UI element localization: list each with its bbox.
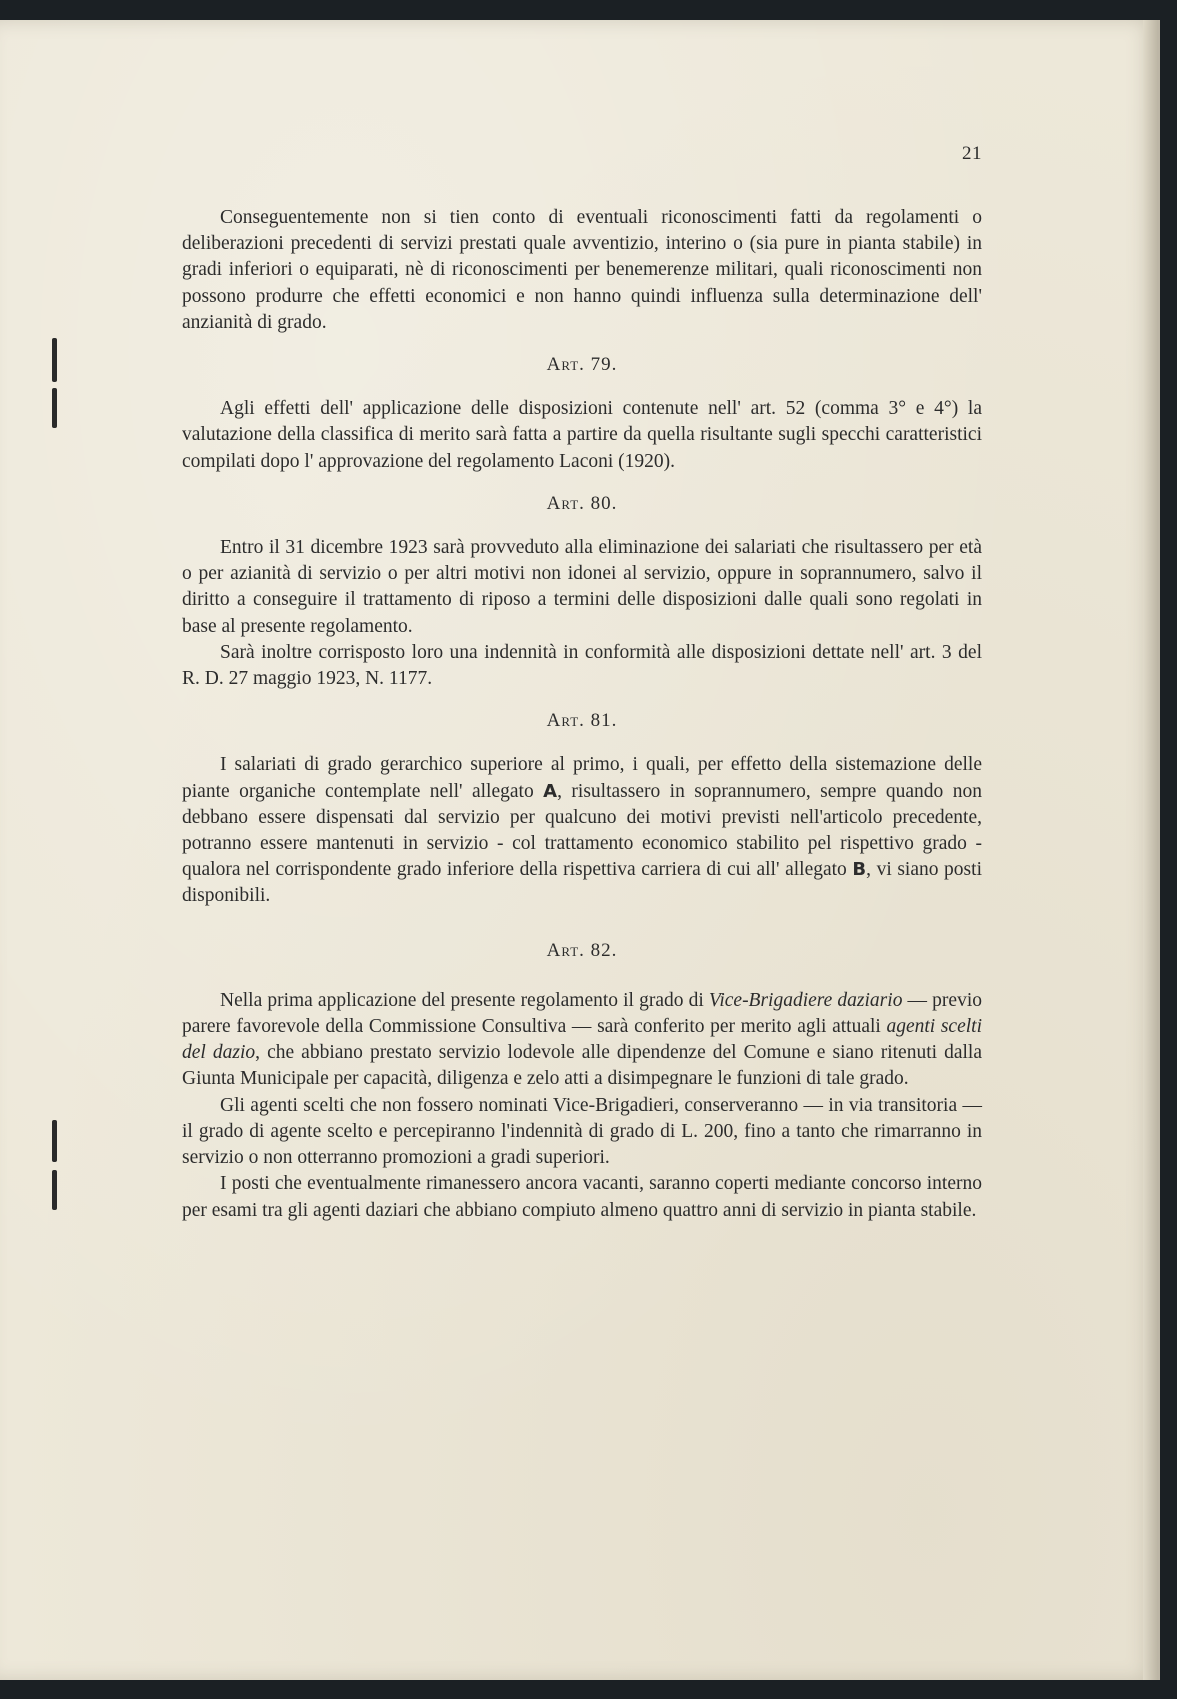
allegato-a-label: A: [543, 780, 558, 802]
vice-brigadiere-term: Vice-Brigadiere daziario: [708, 989, 903, 1011]
article-82-text-part-1: Nella prima applicazione del presente regolamento il grado di: [220, 989, 709, 1011]
page-edge: [1143, 20, 1157, 1680]
article-80-paragraph-2: Sarà inoltre corrisposto loro una indennità in conformità alle disposizioni dettate nell' art. 3 del R. D. 27 maggio 1923, N. 1177.: [182, 641, 982, 690]
binding-mark: [52, 1170, 57, 1210]
agenti-scelti-term: agenti scelti del dazio: [182, 1016, 982, 1064]
binding-mark: [52, 388, 57, 428]
article-82-heading: Art. 82.: [546, 939, 618, 961]
article-80-heading: Art. 80.: [546, 492, 618, 514]
binding-mark: [52, 1120, 57, 1162]
article-82-paragraph-1: [182, 988, 982, 1093]
page-number: 21: [962, 143, 982, 164]
article-82-paragraph-3: I posti che eventualmente rimanessero ancora vacanti, saranno coperti mediante concorso interno per esami tra gli agenti daziari che abbiano compiuto almeno quattro anni di servizio in pianta stabile.: [182, 1173, 982, 1221]
article-82-text-part-2: — previo parere favorevole della Commissione Consultiva — sarà conferito per merito agli attuali: [182, 989, 982, 1038]
article-81-text-part-3: , vi siano posti disponibili.: [182, 859, 982, 907]
document-body: [182, 205, 982, 1224]
article-82-text-part-3: , che abbiano prestato servizio lodevole alle dipendenze del Comune e siano ritenuti dalla Giunta Municipale per capacità, diligenza e zelo atti a disimpegnare le funzioni di tale grado.: [182, 1042, 982, 1090]
allegato-b-label: B: [852, 859, 867, 881]
article-80-paragraph-1: Entro il 31 dicembre 1923 sarà provveduto alla eliminazione dei salariati che risultassero per età o per azianità di servizio o per altri motivi non idonei al servizio, oppure in soprannumero, salvo il diritto a conseguire il trattamento di riposo a termini delle disposizioni dalle quali sono regolati in base al presente regolamento.: [182, 537, 982, 637]
article-79-paragraph: Agli effetti dell' applicazione delle disposizioni contenute nell' art. 52 (comma 3° e 4°) la valutazione della classifica di merito sarà fatta a partire da quella risultante sugli specchi caratteristici compilati dopo l' approvazione del regolamento Laconi (1920).: [182, 398, 982, 472]
binding-mark: [52, 338, 57, 382]
intro-paragraph: Conseguentemente non si tien conto di eventuali riconoscimenti fatti da regolamenti o deliberazioni precedenti di servizi prestati quale avventizio, interino o (sia pure in pianta stabile) in gradi inferiori o equiparati, nè di riconoscimenti per benemerenze militari, quali riconoscimenti non possono produrre che effetti economici e non hanno quindi influenza sulla determinazione dell' anzianità di grado.: [182, 207, 982, 333]
article-81-text-part-1: I salariati di grado gerarchico superiore al primo, i quali, per effetto della sistemazione delle piante organiche contemplate nell' allegato: [182, 754, 982, 802]
article-81-heading: Art. 81.: [546, 710, 618, 732]
article-82-paragraph-2: Gli agenti scelti che non fossero nominati Vice-Brigadieri, conserveranno — in via transitoria — il grado di agente scelto e percepiranno l'indennità di grado di L. 200, fino a tanto che rimarranno in servizio o non otterranno promozioni a gradi superiori.: [182, 1094, 982, 1169]
article-81-text-part-2: , risultassero in soprannumero, sempre quando non debbano essere dispensati dal servizio per qualcuno dei motivi previsti nell'articolo precedente, potranno essere mantenuti in servizio - col trattamento economico stabilito pel rispettivo grado - qualora nel corrispondente grado inferiore della rispettiva carriera di cui all' allegato: [182, 780, 982, 881]
article-81-paragraph: [182, 752, 982, 909]
article-79-heading: Art. 79.: [546, 354, 618, 376]
